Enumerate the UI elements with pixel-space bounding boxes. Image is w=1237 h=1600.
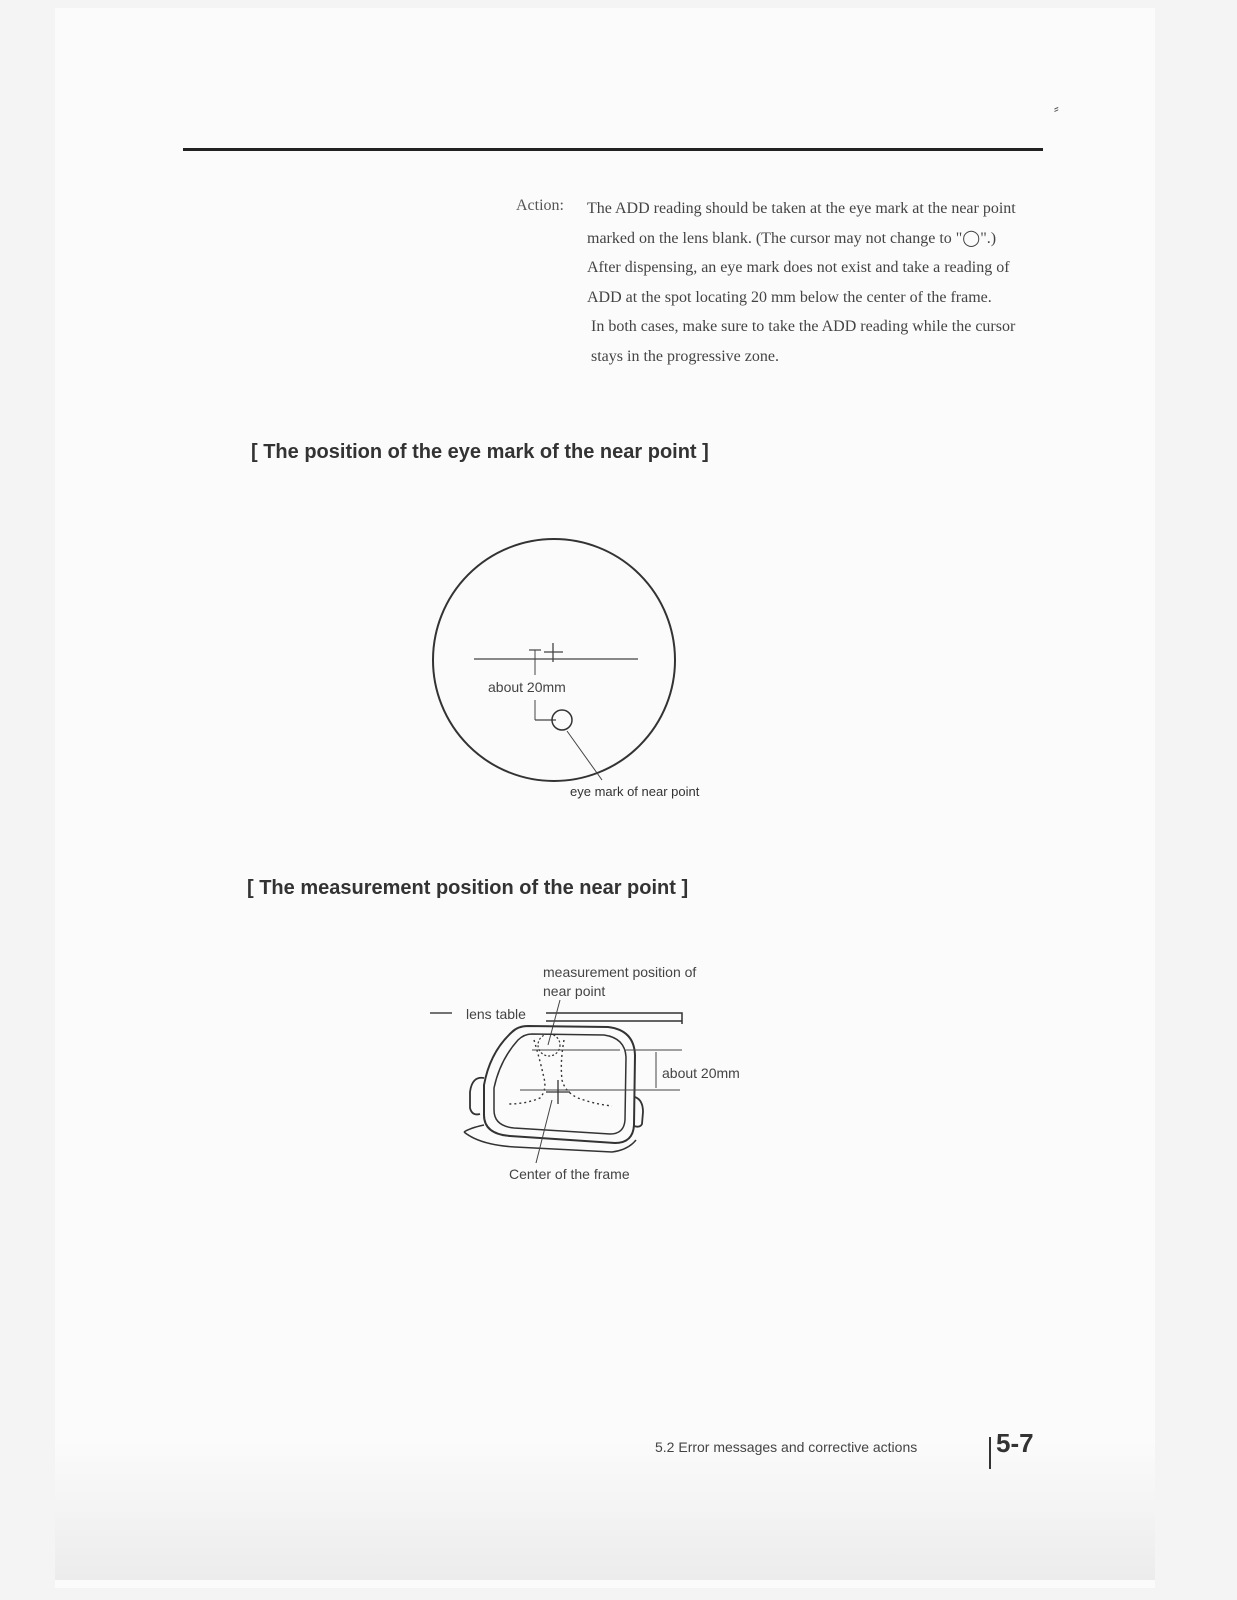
page-number-bar: [989, 1437, 991, 1469]
action-paragraph: In both cases, make sure to take the ADD reading while the cursor stays in the progressive zone.: [591, 318, 1016, 365]
corner-mark: ⸗: [1054, 100, 1059, 116]
action-paragraph: The ADD reading should be taken at the eye mark at the near point marked on the lens blank. (The cursor may not change to "◯".): [587, 200, 1016, 247]
action-paragraph: After dispensing, an eye mark does not exist and take a reading of ADD at the spot locating 20 mm below the center of the frame.: [587, 259, 1010, 306]
action-label: Action:: [516, 197, 564, 214]
measurement-position-label: measurement position of: [543, 964, 697, 980]
measurement-position-label: near point: [543, 983, 606, 999]
page-number: 5-7: [996, 1428, 1034, 1458]
lens-table-label: lens table: [466, 1006, 526, 1022]
section-heading-eye-mark: [ The position of the eye mark of the near point ]: [251, 441, 709, 463]
distance-label: about 20mm: [662, 1065, 740, 1081]
footer-section-title: 5.2 Error messages and corrective actions: [655, 1439, 918, 1455]
section-heading-measurement: [ The measurement position of the near point ]: [247, 877, 689, 899]
eye-mark-label: eye mark of near point: [570, 784, 700, 799]
center-label: Center of the frame: [509, 1166, 630, 1182]
distance-label: about 20mm: [488, 679, 566, 695]
header-rule: [183, 148, 1043, 151]
action-text: [587, 194, 1037, 371]
